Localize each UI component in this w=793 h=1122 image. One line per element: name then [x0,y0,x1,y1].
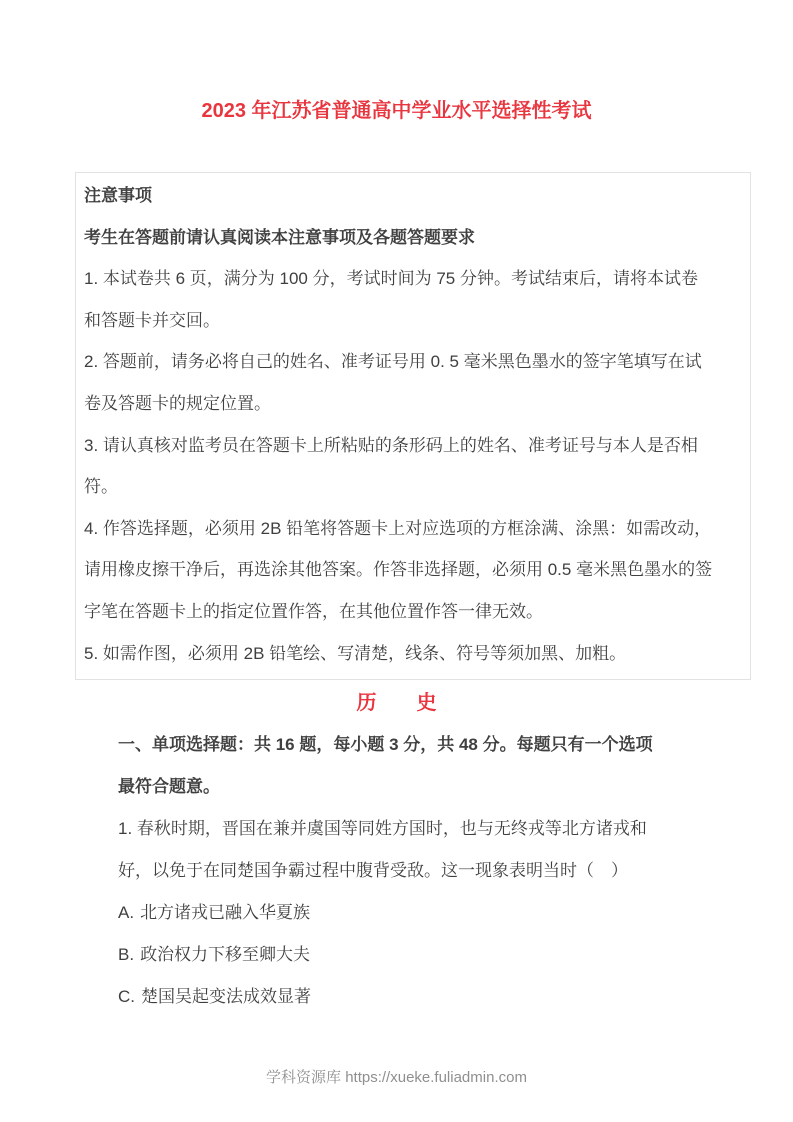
notice-rule-line-2b: 卷及答题卡的规定位置。 [84,393,271,413]
notice-rule-line-5: 5. 如需作图，必须用 2B 铅笔绘、写清楚，线条、符号等须加黑、加粗。 [84,643,627,663]
option-c-text: 楚国吴起变法成效显著 [141,987,311,1007]
footer-watermark: 学科资源库 https://xueke.fuliadmin.com [266,1069,527,1087]
option-c-label: C. [118,987,135,1007]
notice-heading: 注意事项 [84,186,152,205]
notice-rule-line-4b: 请用橡皮擦干净后，再选涂其他答案。作答非选择题，必须用 0.5 毫米黑色墨水的签 [84,560,713,580]
notice-rule-line-1b: 和答题卡并交回。 [84,310,220,330]
notice-rule-line-1a: 1. 本试卷共 6 页，满分为 100 分，考试时间为 75 分钟。考试结束后，请将本试卷 [84,269,698,289]
notice-subheading: 考生在答题前请认真阅读本注意事项及各题答题要求 [84,227,475,247]
page-title: 2023 年江苏省普通高中学业水平选择性考试 [201,100,592,122]
question-1-stem-line-2: 好，以免于在同楚国争霸过程中腹背受敌。这一现象表明当时（ ） [118,861,628,881]
notice-rule-line-2a: 2. 答题前，请务必将自己的姓名、准考证号用 0. 5 毫米黑色墨水的签字笔填写在试 [84,352,702,372]
question-1-option-c [118,976,793,1018]
question-1-stem-line-1: 1. 春秋时期，晋国在兼并虞国等同姓方国时，也与无终戎等北方诸戎和 [118,819,647,839]
exam-body [0,682,793,1018]
question-1-option-a [118,892,793,934]
option-b-text: 政治权力下移至卿大夫 [140,945,311,965]
section-heading-line-2: 最符合题意。 [118,777,220,797]
notice-rule-line-4a: 4. 作答选择题，必须用 2B 铅笔将答题卡上对应选项的方框涂满、涂黑：如需改动， [84,518,712,538]
notice-rule-line-4c: 字笔在答题卡上的指定位置作答，在其他位置作答一律无效。 [84,601,543,621]
option-a-text: 北方诸戎已融入华夏族 [140,903,311,923]
option-b-label: B. [118,945,135,965]
section-heading-line-1: 一、单项选择题：共 16 题，每小题 3 分，共 48 分。每题只有一个选项 [118,735,653,755]
notice-rule-line-3a: 3. 请认真核对监考员在答题卡上所粘贴的条形码上的姓名、准考证号与本人是否相 [84,435,698,455]
subject-title: 历 史 [356,692,437,715]
option-a-label: A. [118,903,135,923]
notice-rule-line-3b: 符。 [84,477,118,497]
question-1-option-b [118,934,793,976]
notice-box [75,172,751,680]
